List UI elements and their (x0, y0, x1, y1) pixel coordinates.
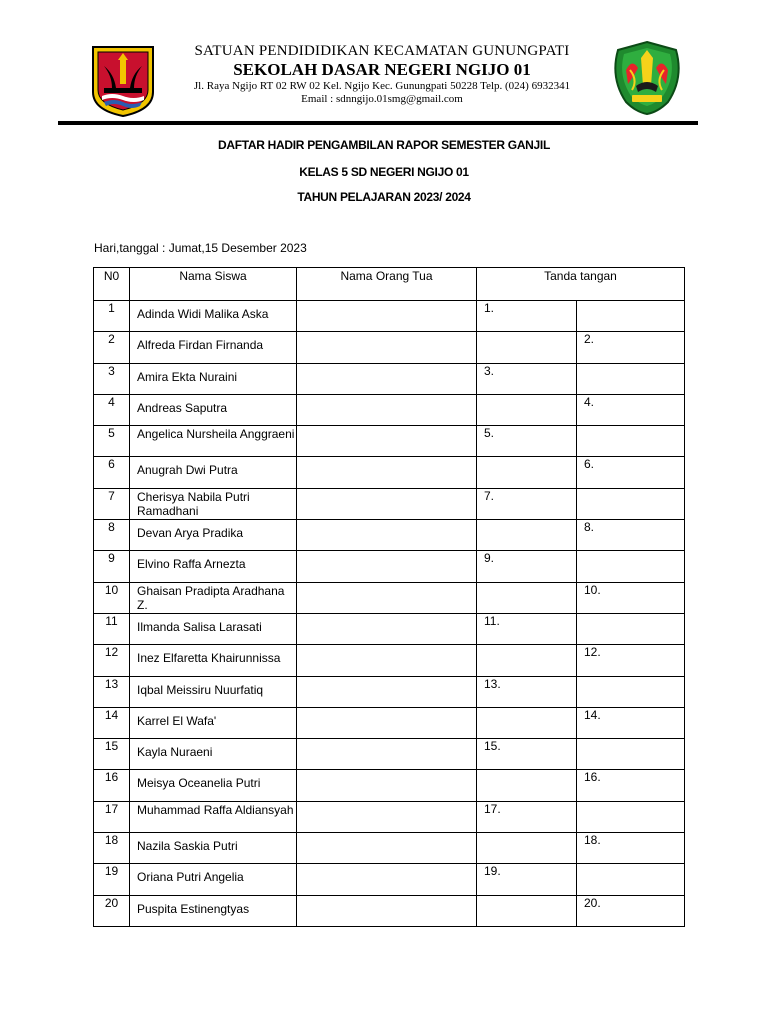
signature-left-cell[interactable] (477, 426, 577, 457)
row-number: 19 (94, 864, 130, 895)
row-number: 7 (94, 488, 130, 519)
table-row (94, 332, 685, 363)
signature-left-cell-text: 19. (484, 864, 501, 879)
signature-right-cell-text: 20. (584, 895, 601, 910)
table-row (94, 520, 685, 551)
parent-name-cell[interactable] (297, 707, 477, 738)
signature-right-cell[interactable] (577, 520, 685, 551)
signature-left-cell[interactable] (477, 582, 577, 613)
signature-left-cell[interactable] (477, 613, 577, 644)
signature-left-cell-text: 11. (484, 613, 500, 628)
signature-left-cell-text: 5. (484, 426, 495, 441)
parent-name-cell[interactable] (297, 770, 477, 801)
student-name-cell-text: Ghaisan Pradipta Aradhana Z. (137, 583, 285, 612)
signature-left-cell-text: 9. (484, 551, 495, 566)
student-name-cell-text: Kayla Nuraeni (137, 745, 213, 760)
signature-left-cell-text: 17. (484, 801, 501, 816)
student-name-cell-text: Karrel El Wafa' (137, 713, 217, 728)
table-row (94, 833, 685, 864)
student-name-cell (130, 551, 297, 582)
signature-right-cell[interactable] (577, 895, 685, 926)
signature-left-cell[interactable] (477, 676, 577, 707)
signature-right-cell[interactable] (577, 864, 685, 895)
parent-name-cell[interactable] (297, 895, 477, 926)
parent-name-cell[interactable] (297, 520, 477, 551)
student-name-cell-text: Alfreda Firdan Firnanda (137, 338, 264, 353)
signature-left-cell-text: 13. (484, 676, 501, 691)
signature-left-cell[interactable] (477, 394, 577, 425)
student-name-cell (130, 582, 297, 613)
table-row (94, 895, 685, 926)
table-row (94, 363, 685, 394)
attendance-table (93, 267, 685, 927)
signature-left-cell[interactable] (477, 301, 577, 332)
table-row (94, 394, 685, 425)
parent-name-cell[interactable] (297, 645, 477, 676)
signature-left-cell[interactable] (477, 520, 577, 551)
signature-left-cell-text: 3. (484, 363, 495, 378)
table-row (94, 676, 685, 707)
signature-left-cell-text: 15. (484, 739, 501, 754)
student-name-cell-text: Elvino Raffa Arnezta (137, 557, 246, 572)
signature-right-cell-text: 14. (584, 707, 601, 722)
row-number: 11 (94, 613, 130, 644)
signature-right-cell[interactable] (577, 426, 685, 457)
student-name-cell-text: Oriana Putri Angelia (137, 870, 244, 885)
student-name-cell (130, 426, 297, 457)
row-number: 14 (94, 707, 130, 738)
parent-name-cell[interactable] (297, 488, 477, 519)
signature-right-cell[interactable] (577, 707, 685, 738)
row-number: 17 (94, 801, 130, 832)
student-name-cell (130, 864, 297, 895)
signature-right-cell-text: 8. (584, 520, 595, 535)
signature-right-cell[interactable] (577, 801, 685, 832)
parent-name-cell[interactable] (297, 301, 477, 332)
letterhead-school-name: SEKOLAH DASAR NEGERI NGIJO 01 (233, 60, 531, 79)
signature-right-cell[interactable] (577, 613, 685, 644)
signature-left-cell-text: 1. (484, 301, 495, 315)
student-name-cell-text: Muhammad Raffa Aldiansyah (137, 802, 294, 817)
row-number: 6 (94, 457, 130, 488)
table-body (94, 301, 685, 927)
parent-name-cell[interactable] (297, 332, 477, 363)
signature-left-cell[interactable] (477, 864, 577, 895)
student-name-cell (130, 394, 297, 425)
student-name-cell-text: Inez Elfaretta Khairunnissa (137, 651, 281, 666)
student-name-cell (130, 332, 297, 363)
table-row (94, 613, 685, 644)
row-number: 4 (94, 394, 130, 425)
parent-name-cell[interactable] (297, 457, 477, 488)
signature-left-cell[interactable] (477, 488, 577, 519)
signature-right-cell[interactable] (577, 770, 685, 801)
parent-name-cell[interactable] (297, 363, 477, 394)
signature-left-cell[interactable] (477, 833, 577, 864)
parent-name-cell[interactable] (297, 833, 477, 864)
student-name-cell-text: Angelica Nursheila Anggraeni (137, 427, 295, 442)
signature-right-cell-text: 2. (584, 332, 595, 347)
student-name-cell (130, 676, 297, 707)
header-student-name: Nama Siswa (130, 268, 297, 301)
signature-right-cell[interactable] (577, 363, 685, 394)
table-row (94, 551, 685, 582)
student-name-cell (130, 895, 297, 926)
student-name-cell-text: Puspita Estinengtyas (137, 901, 250, 916)
signature-right-cell[interactable] (577, 488, 685, 519)
signature-left-cell-text: 7. (484, 488, 495, 503)
student-name-cell-text: Iqbal Meissiru Nuurfatiq (137, 682, 264, 697)
student-name-cell (130, 739, 297, 770)
signature-right-cell-text: 18. (584, 833, 601, 848)
student-name-cell-text: Anugrah Dwi Putra (137, 463, 238, 478)
signature-left-cell[interactable] (477, 707, 577, 738)
table-row (94, 864, 685, 895)
row-number: 20 (94, 895, 130, 926)
row-number: 2 (94, 332, 130, 363)
student-name-cell-text: Andreas Saputra (137, 400, 228, 415)
letterhead-email: Email : sdnngijo.01smg@gmail.com (301, 93, 463, 105)
student-name-cell-text: Amira Ekta Nuraini (137, 369, 238, 384)
letterhead-rule (58, 121, 698, 125)
student-name-cell (130, 301, 297, 332)
header-signature: Tanda tangan (477, 268, 685, 301)
header-parent-name: Nama Orang Tua (297, 268, 477, 301)
doc-year: TAHUN PELAJARAN 2023/ 2024 (297, 190, 471, 204)
parent-name-cell[interactable] (297, 864, 477, 895)
signature-right-cell-text: 12. (584, 645, 601, 660)
row-number: 3 (94, 363, 130, 394)
row-number: 13 (94, 676, 130, 707)
date-line: Hari,tanggal : Jumat,15 Desember 2023 (94, 241, 307, 255)
parent-name-cell[interactable] (297, 582, 477, 613)
signature-right-cell-text: 16. (584, 770, 601, 785)
student-name-cell-text: Cherisya Nabila Putri Ramadhani (137, 489, 250, 518)
signature-left-cell[interactable] (477, 551, 577, 582)
signature-right-cell[interactable] (577, 645, 685, 676)
parent-name-cell[interactable] (297, 426, 477, 457)
signature-left-cell[interactable] (477, 645, 577, 676)
parent-name-cell[interactable] (297, 551, 477, 582)
signature-left-cell[interactable] (477, 739, 577, 770)
signature-right-cell[interactable] (577, 301, 685, 332)
doc-class: KELAS 5 SD NEGERI NGIJO 01 (299, 165, 469, 179)
signature-left-cell[interactable] (477, 895, 577, 926)
signature-right-cell-text: 6. (584, 457, 595, 472)
signature-left-cell[interactable] (477, 457, 577, 488)
signature-left-cell[interactable] (477, 363, 577, 394)
parent-name-cell[interactable] (297, 801, 477, 832)
row-number: 1 (94, 301, 130, 332)
letterhead-agency: SATUAN PENDIDIDIKAN KECAMATAN GUNUNGPATI (194, 43, 570, 59)
row-number: 12 (94, 645, 130, 676)
student-name-cell-text: Meisya Oceanelia Putri (137, 776, 261, 791)
signature-right-cell-text: 10. (584, 582, 601, 597)
parent-name-cell[interactable] (297, 394, 477, 425)
signature-right-cell[interactable] (577, 394, 685, 425)
header-no: N0 (94, 268, 130, 301)
parent-name-cell[interactable] (297, 613, 477, 644)
row-number: 10 (94, 582, 130, 613)
row-number: 5 (94, 426, 130, 457)
signature-left-cell[interactable] (477, 770, 577, 801)
doc-title: DAFTAR HADIR PENGAMBILAN RAPOR SEMESTER GANJIL (218, 138, 550, 152)
student-name-cell (130, 457, 297, 488)
signature-right-cell[interactable] (577, 833, 685, 864)
student-name-cell-text: Devan Arya Pradika (137, 526, 244, 541)
parent-name-cell[interactable] (297, 676, 477, 707)
signature-right-cell[interactable] (577, 582, 685, 613)
table-row (94, 707, 685, 738)
table-row (94, 582, 685, 613)
row-number: 16 (94, 770, 130, 801)
student-name-cell (130, 833, 297, 864)
student-name-cell (130, 613, 297, 644)
province-emblem-icon (608, 40, 686, 116)
table-row (94, 488, 685, 519)
row-number: 18 (94, 833, 130, 864)
student-name-cell-text: Ilmanda Salisa Larasati (137, 619, 262, 634)
letterhead (160, 42, 604, 106)
signature-right-cell[interactable] (577, 676, 685, 707)
parent-name-cell[interactable] (297, 739, 477, 770)
student-name-cell (130, 520, 297, 551)
student-name-cell-text: Adinda Widi Malika Aska (137, 307, 269, 321)
table-row (94, 801, 685, 832)
table-header-row (94, 268, 685, 301)
signature-right-cell[interactable] (577, 457, 685, 488)
signature-right-cell[interactable] (577, 739, 685, 770)
signature-right-cell-text: 4. (584, 394, 595, 409)
letterhead-address: Jl. Raya Ngijo RT 02 RW 02 Kel. Ngijo Kec. Gunungpati 50228 Telp. (024) 6932341 (193, 80, 571, 92)
city-emblem-icon (90, 44, 156, 118)
table-row (94, 739, 685, 770)
student-name-cell (130, 770, 297, 801)
signature-left-cell[interactable] (477, 332, 577, 363)
student-name-cell (130, 801, 297, 832)
signature-right-cell[interactable] (577, 332, 685, 363)
signature-left-cell[interactable] (477, 801, 577, 832)
table-row (94, 301, 685, 332)
table-row (94, 770, 685, 801)
student-name-cell (130, 707, 297, 738)
row-number: 8 (94, 520, 130, 551)
table-row (94, 457, 685, 488)
student-name-cell (130, 488, 297, 519)
row-number: 9 (94, 551, 130, 582)
signature-right-cell[interactable] (577, 551, 685, 582)
student-name-cell (130, 363, 297, 394)
student-name-cell (130, 645, 297, 676)
row-number: 15 (94, 739, 130, 770)
table-row (94, 426, 685, 457)
student-name-cell-text: Nazila Saskia Putri (137, 839, 238, 854)
table-row (94, 645, 685, 676)
